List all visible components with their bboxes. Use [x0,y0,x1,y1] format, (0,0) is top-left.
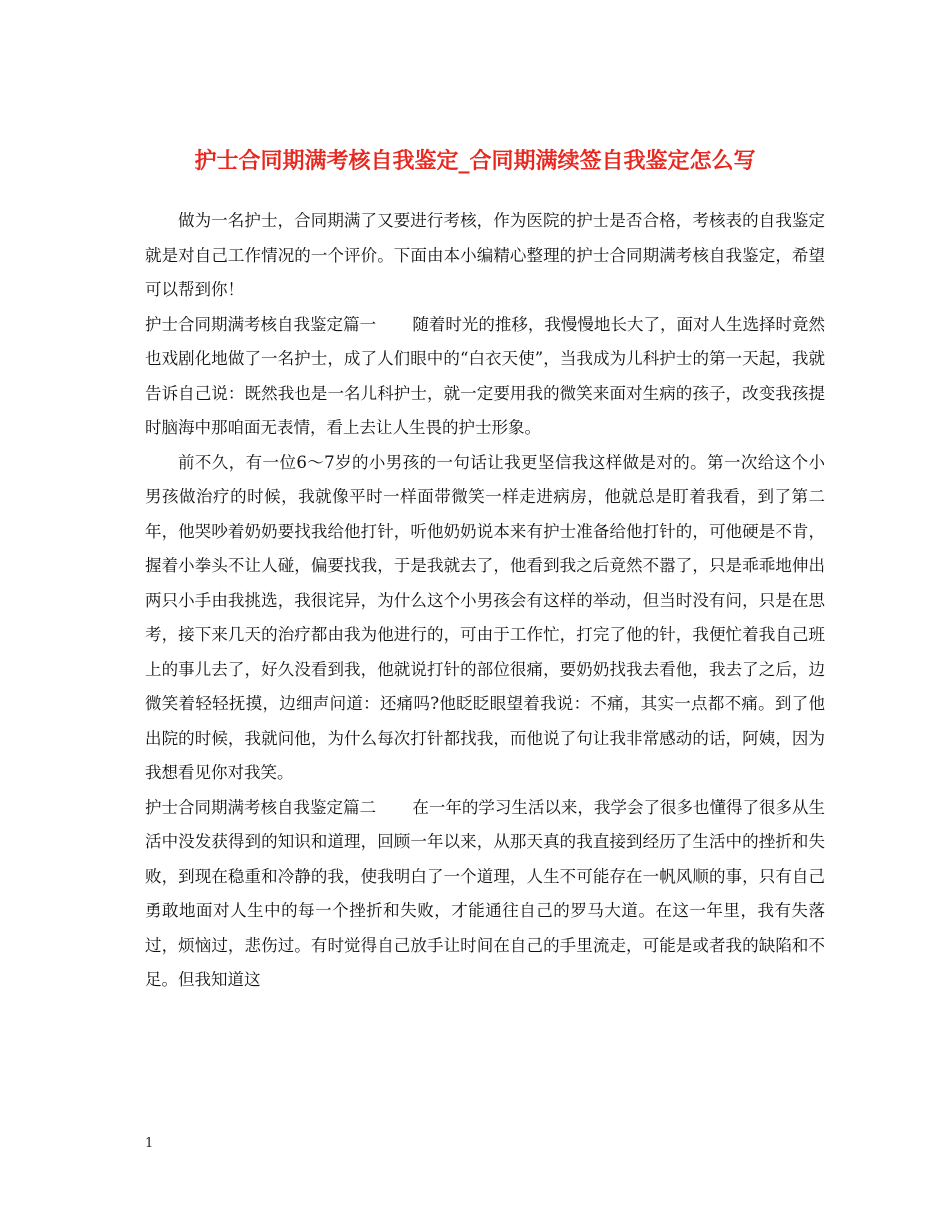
section-2-paragraph [145,791,825,998]
section-1-heading: 护士合同期满考核自我鉴定篇一 [145,314,377,334]
page-number: 1 [145,1136,154,1151]
story-paragraph: 前不久，有一位6～7岁的小男孩的一句话让我更坚信我这样做是对的。第一次给这个小男孩做治疗的时候，我就像平时一样面带微笑一样走进病房，他就总是盯着我看，到了第二年，他哭吵着奶奶要找我给他打针，听他奶奶说本来有护士准备给他打针的，可他硬是不肯，握着小拳头不让人碰，偏要找我，于是我就去了，他看到我之后竟然不嚣了，只是乖乖地伸出两只小手由我挑选，我很诧异，为什么这个小男孩会有这样的举动，但当时没有问，只是在思考，接下来几天的治疗都由我为他进行的，可由于工作忙，打完了他的针，我便忙着我自己班上的事儿去了，好久没看到我，他就说打针的部位很痛，要奶奶找我去看他，我去了之后，边微笑着轻轻抚摸，边细声问道：还痛吗?他眨眨眼望着我说：不痛，其实一点都不痛。到了他出院的时候，我就问他，为什么每次打针都找我，而他说了句让我非常感动的话，阿姨，因为我想看见你对我笑。 [145,452,825,782]
section-1-text: 随着时光的推移，我慢慢地长大了，面对人生选择时竟然也戏剧化地做了一名护士，成了人们眼中的“白衣天使”，当我成为儿科护士的第一天起，我就告诉自己说：既然我也是一名儿科护士，就一定要用我的微笑来面对生病的孩子，改变我孩提时脑海中那咱面无表情，看上去让人生畏的护士形象。 [145,314,826,437]
intro-paragraph: 做为一名护士，合同期满了又要进行考核，作为医院的护士是否合格，考核表的自我鉴定就是对自己工作情况的一个评价。下面由本小编精心整理的护士合同期满考核自我鉴定，希望可以帮到你！ [145,211,825,299]
document-body [145,204,825,998]
section-2-text: 在一年的学习生活以来，我学会了很多也懂得了很多从生活中没发获得到的知识和道理，回顾一年以来，从那天真的我直接到经历了生活中的挫折和失败，到现在稳重和冷静的我，使我明白了一个道理，人生不可能存在一帆风顺的事，只有自己勇敢地面对人生中的每一个挫折和失败，才能通往自己的罗马大道。在这一年里，我有失落过，烦恼过，悲伤过。有时觉得自己放手让时间在自己的手里流走，可能是或者我的缺陷和不足。但我知道这 [145,797,826,989]
section-1-paragraph [145,308,825,446]
document-title: 护士合同期满考核自我鉴定_合同期满续签自我鉴定怎么写 [194,148,756,174]
section-2-heading: 护士合同期满考核自我鉴定篇二 [145,797,377,817]
